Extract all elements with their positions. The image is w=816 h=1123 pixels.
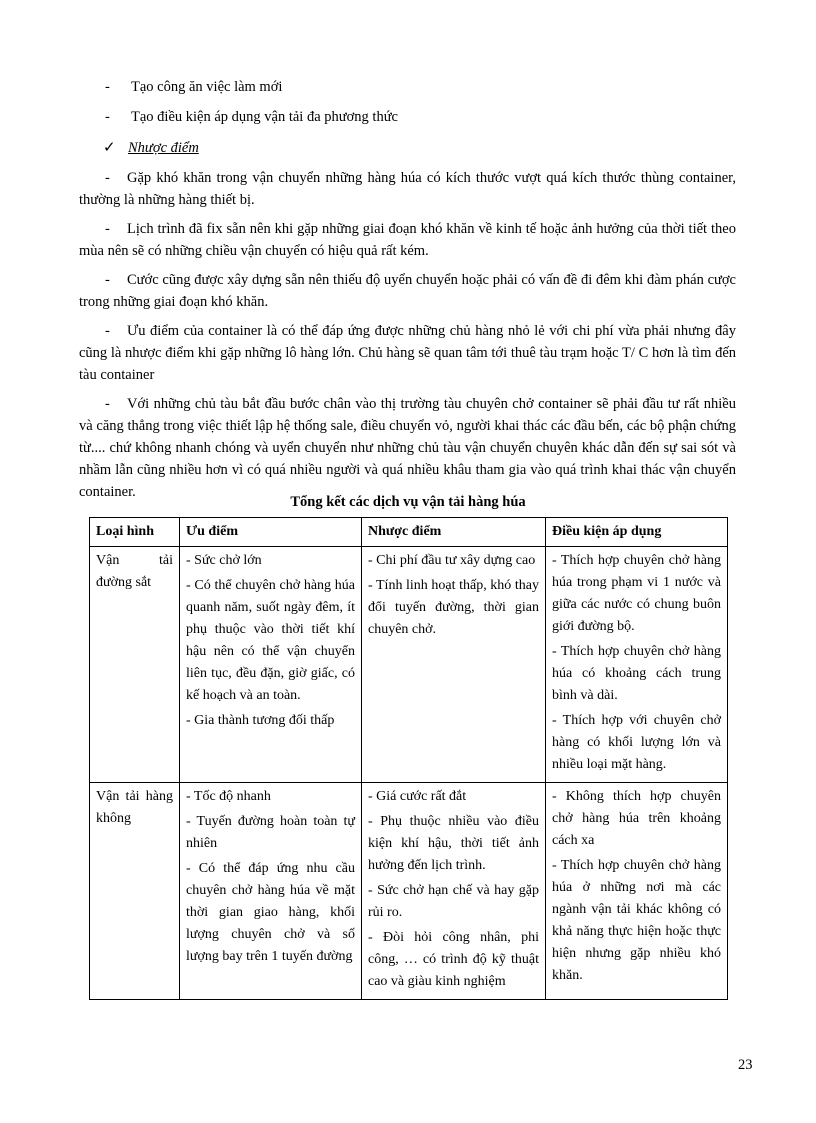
- disadvantages-cell: - Chi phí đầu tư xây dựng cao - Tính linh hoạt thấp, khó thay đổi tuyến đường, thời gian chuyên chở.: [362, 547, 546, 783]
- section-heading: ✓ Nhược điểm: [79, 136, 736, 160]
- header-cell: Ưu điểm: [180, 518, 362, 547]
- paragraph: - Ưu điểm của container là có thể đáp ứng được những chủ hàng nhỏ lẻ với chi phí vừa phải nhưng đây cũng là nhược điểm khi gặp những lô hàng lớn. Chủ hàng sẽ quan tâm tới thuê tàu trạm hoặc T/ C hơn là tìm đến tàu container: [79, 323, 736, 383]
- disadvantages-cell: - Giá cước rất đắt - Phụ thuộc nhiều vào điều kiện khí hậu, thời tiết ảnh hưởng đến lịch trình. - Sức chở hạn chế và hay gặp rủi ro. - Đòi hỏi công nhân, phi công, … có trình độ kỹ thuật cao và giàu kinh nghiệm: [362, 783, 546, 1000]
- paragraph: - Lịch trình đã fix sẵn nên khi gặp những giai đoạn khó khăn về kinh tế hoặc ảnh hưởng của thời tiết theo mùa nên sẽ có những chiều vận chuyển có hiệu quả rất kém.: [79, 221, 736, 259]
- bullet-item: - Tạo điều kiện áp dụng vận tải đa phương thức: [79, 106, 736, 129]
- header-cell: Loại hình: [90, 518, 180, 547]
- advantages-cell: - Sức chở lớn - Có thể chuyên chở hàng húa quanh năm, suốt ngày đêm, ít phụ thuộc vào thời tiết khí hậu nên có thể vận chuyển liên tục, đều đặn, giờ giấc, có kế hoạch và an toàn. - Gia thành tương đối thấp: [180, 547, 362, 783]
- type-cell: Vận tải hàng không: [90, 783, 180, 1000]
- table-title: Tổng kết các dịch vụ vận tải hàng húa: [290, 494, 526, 510]
- bullet-item: - Tạo công ăn việc làm mới: [79, 76, 736, 99]
- table-row: [90, 547, 728, 783]
- table-row: [90, 783, 728, 1000]
- paragraph: - Với những chủ tàu bắt đầu bước chân vào thị trường tàu chuyên chở container sẽ phải đầu tư rất nhiều và căng thẳng trong việc thiết lập hệ thống sale, điều chuyển vỏ, người khai thác các đầu bến, các bộ phận chứng từ.... chứ không nhanh chóng và uyển chuyển như những chủ tàu vận chuyển chuyên khác dẫn đến sự sai sót và nhầm lẫn cũng nhiều hơn vì có quá nhiều người và quá nhiều khâu tham gia vào quá trình khai thác vận chuyển container.: [79, 396, 736, 500]
- header-cell: Điều kiện áp dụng: [546, 518, 728, 547]
- type-cell: Vận tải đường sắt: [90, 547, 180, 783]
- summary-table: [89, 517, 728, 1000]
- header-cell: Nhược điểm: [362, 518, 546, 547]
- advantages-cell: - Tốc độ nhanh - Tuyến đường hoàn toàn tự nhiên - Có thể đáp ứng nhu cầu chuyên chở hàng húa về mặt thời gian giao hàng, khối lượng chuyên chở và số lượng bay trên 1 tuyến đường: [180, 783, 362, 1000]
- paragraph: - Gặp khó khăn trong vận chuyển những hàng húa có kích thước vượt quá kích thước thùng container, thường là những hàng thiết bị.: [79, 170, 736, 208]
- conditions-cell: - Thích hợp chuyên chở hàng húa trong phạm vi 1 nước và giữa các nước có chung buôn giới đường bộ. - Thích hợp chuyên chở hàng húa có khoảng cách trung bình và dài. - Thích hợp với chuyên chở hàng có khối lượng lớn và nhiều loại mặt hàng.: [546, 547, 728, 783]
- text-body: [79, 76, 736, 510]
- checkmark-icon: ✓: [103, 138, 116, 156]
- dash-marker: -: [105, 79, 110, 95]
- table-header-row: [90, 518, 728, 547]
- page-number: 23: [738, 1057, 753, 1073]
- conditions-cell: - Không thích hợp chuyên chở hàng húa trên khoảng cách xa - Thích hợp chuyên chở hàng húa ở những nơi mà các ngành vận tải khác không có khả năng thực hiện hoặc thực hiện nhưng gặp nhiều khó khăn.: [546, 783, 728, 1000]
- paragraph: - Cước cũng được xây dựng sẵn nên thiếu độ uyển chuyển hoặc phải có vấn đề đi đêm khi đàm phán cược trong những giai đoạn khó khăn.: [79, 272, 736, 310]
- dash-marker: -: [105, 109, 110, 125]
